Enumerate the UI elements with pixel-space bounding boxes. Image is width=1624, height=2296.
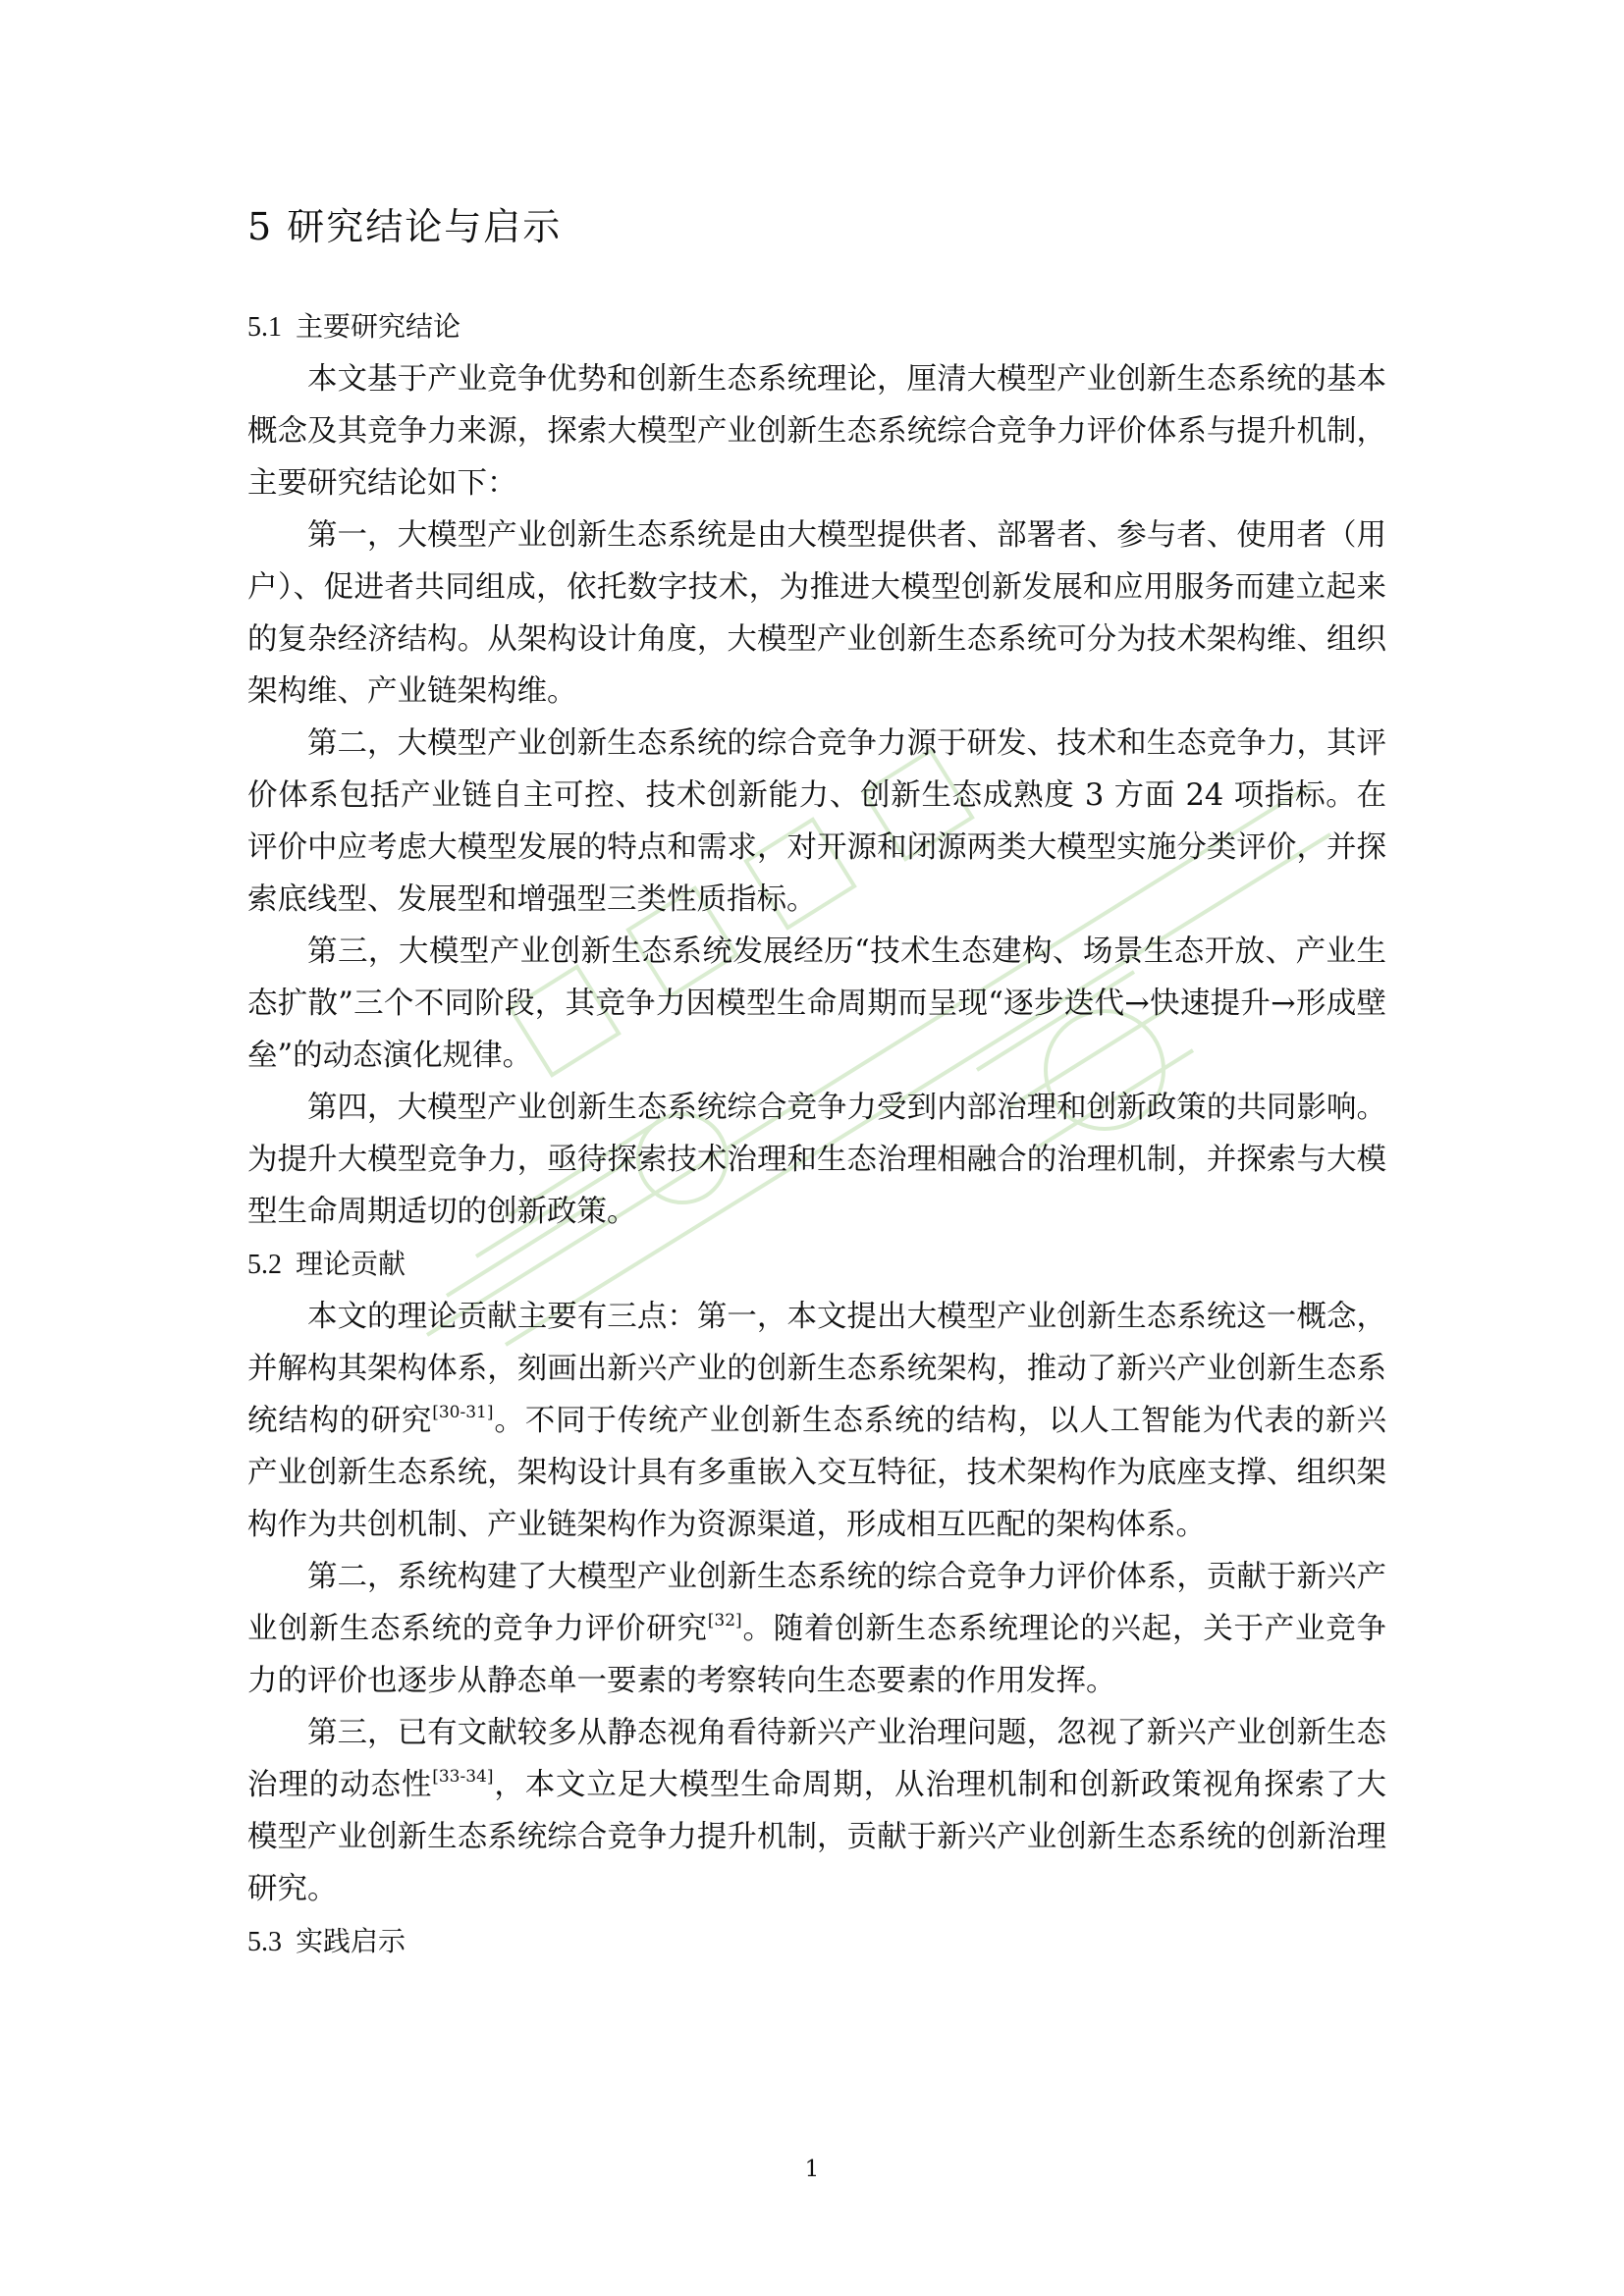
section-heading: 5.1 主要研究结论: [247, 310, 461, 343]
paragraph: 第四，大模型产业创新生态系统综合竞争力受到内部治理和创新政策的共同影响。为提升大模型竞争力，亟待探索技术治理和生态治理相融合的治理机制，并探索与大模型生命周期适切的创新政策。: [247, 1091, 1386, 1229]
section-5-1: [247, 300, 1386, 1238]
citation: [32]: [707, 1610, 742, 1630]
paragraph: 第二，系统构建了大模型产业创新生态系统的综合竞争力评价体系，贡献于新兴产业创新生态系统的竞争力评价研究[32]。随着创新生态系统理论的兴起，关于产业竞争力的评价也逐步从静态单一要素的考察转向生态要素的作用发挥。: [247, 1560, 1387, 1698]
citation: [33-34]: [432, 1766, 494, 1787]
section-5-3: [247, 1915, 1386, 1968]
paragraph: 本文基于产业竞争优势和创新生态系统理论，厘清大模型产业创新生态系统的基本概念及其竞争力来源，探索大模型产业创新生态系统综合竞争力评价体系与提升机制，主要研究结论如下：: [247, 362, 1386, 501]
chapter-heading: 5 研究结论与启示: [247, 205, 563, 248]
document-body: [247, 205, 1387, 1968]
paragraph: 第二，大模型产业创新生态系统的综合竞争力源于研发、技术和生态竞争力，其评价体系包括产业链自主可控、技术创新能力、创新生态成熟度 3 方面 24 项指标。在评价中应考虑大模型发展的特点和需求，对开源和闭源两类大模型实施分类评价，并探索底线型、发展型和增强型三类性质指标。: [247, 726, 1386, 917]
paragraph: 第三，大模型产业创新生态系统发展经历“技术生态建构、场景生态开放、产业生态扩散”三个不同阶段，其竞争力因模型生命周期而呈现“逐步迭代→快速提升→形成壁垒”的动态演化规律。: [247, 934, 1386, 1073]
paragraph: 本文的理论贡献主要有三点：第一，本文提出大模型产业创新生态系统这一概念，并解构其架构体系，刻画出新兴产业的创新生态系统架构，推动了新兴产业创新生态系统结构的研究[30-31]。不同于传统产业创新生态系统的结构，以人工智能为代表的新兴产业创新生态系统，架构设计具有多重嵌入交互特征，技术架构作为底座支撑、组织架构作为共创机制、产业链架构作为资源渠道，形成相互匹配的架构体系。: [247, 1300, 1387, 1542]
page-number: 1: [804, 2157, 820, 2182]
paragraph: 第三，已有文献较多从静态视角看待新兴产业治理问题，忽视了新兴产业创新生态治理的动态性[33-34]，本文立足大模型生命周期，从治理机制和创新政策视角探索了大模型产业创新生态系统综合竞争力提升机制，贡献于新兴产业创新生态系统的创新治理研究。: [247, 1716, 1387, 1906]
section-heading: 5.2 理论贡献: [247, 1248, 406, 1280]
paragraph: 第一，大模型产业创新生态系统是由大模型提供者、部署者、参与者、使用者（用户）、促进者共同组成，依托数字技术，为推进大模型创新发展和应用服务而建立起来的复杂经济结构。从架构设计角度，大模型产业创新生态系统可分为技术架构维、组织架构维、产业链架构维。: [247, 518, 1386, 709]
section-5-2: [247, 1238, 1386, 1915]
citation: [30-31]: [432, 1402, 494, 1422]
section-heading: 5.3 实践启示: [247, 1925, 406, 1957]
